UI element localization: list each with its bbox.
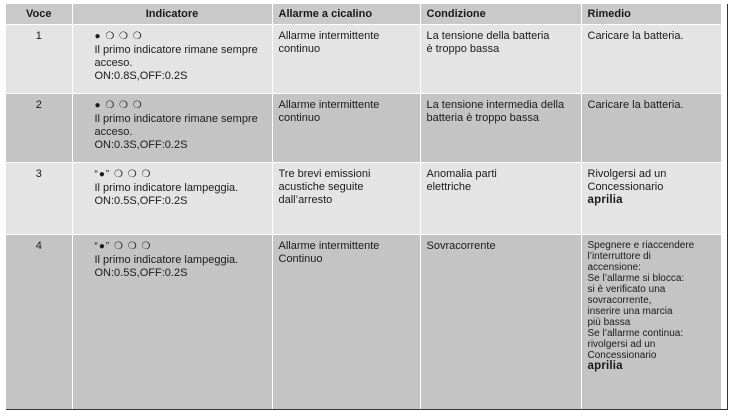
condizione-line: Sovracorrente	[426, 240, 496, 252]
allarme-line: Allarme intermittente	[278, 240, 380, 252]
brand-logo: aprilia	[587, 360, 623, 372]
cell-indicatore	[72, 94, 272, 163]
allarme-line: dall’arresto	[278, 194, 333, 206]
condizione-line: Anomalia parti	[426, 168, 497, 180]
cell-indicatore	[72, 235, 272, 410]
allarme-line: continuo	[278, 43, 321, 55]
condizione-line: batteria è troppo bassa	[426, 112, 540, 124]
condizione-line: La tensione della batteria	[426, 30, 550, 42]
header-voce: Voce	[6, 4, 72, 25]
allarme-line: Allarme intermittente	[278, 30, 380, 42]
led-indicator-icon: “●” ❍ ❍ ❍	[94, 241, 152, 252]
indicator-description: Il primo indicatore rimane sempre acceso.	[94, 44, 258, 69]
header-indicatore: Indicatore	[72, 4, 272, 25]
table-row	[6, 235, 721, 410]
table-row	[6, 25, 721, 94]
indicator-timing: ON:0.3S,OFF:0.2S	[94, 139, 188, 151]
allarme-line: Tre brevi emissioni	[278, 168, 371, 180]
header-allarme: Allarme a cicalino	[272, 4, 420, 25]
rimedio-line: Se l’allarme si blocca:	[587, 273, 685, 284]
table-frame-right-border	[727, 4, 728, 410]
rimedio-line: più bassa	[587, 317, 631, 328]
rimedio-line: Concessionario	[587, 181, 664, 193]
cell-condizione	[420, 163, 581, 235]
cell-allarme	[272, 235, 420, 410]
diagnostic-table	[6, 4, 721, 410]
cell-rimedio: Caricare la batteria.	[581, 94, 721, 163]
indicator-timing: ON:0.8S,OFF:0.2S	[94, 70, 188, 82]
rimedio-line: Spegnere e riaccendere	[587, 240, 695, 251]
indicator-description: Il primo indicatore rimane sempre acceso.	[94, 113, 258, 138]
rimedio-line: l’interruttore di	[587, 251, 651, 262]
rimedio-line: si è verificato una	[587, 284, 666, 295]
condizione-line: elettriche	[426, 181, 472, 193]
cell-condizione	[420, 94, 581, 163]
indicator-timing: ON:0.5S,OFF:0.2S	[94, 267, 188, 279]
table-row	[6, 163, 721, 235]
cell-condizione	[420, 25, 581, 94]
cell-voce: 4	[6, 235, 72, 410]
condizione-line: La tensione intermedia della	[426, 99, 565, 111]
header-condizione: Condizione	[420, 4, 581, 25]
cell-allarme	[272, 163, 420, 235]
rimedio-line: Rivolgersi ad un	[587, 168, 667, 180]
cell-voce: 3	[6, 163, 72, 235]
allarme-line: Continuo	[278, 253, 323, 265]
cell-voce: 2	[6, 94, 72, 163]
table-row	[6, 94, 721, 163]
rimedio-line: inserire una marcia	[587, 306, 673, 317]
cell-voce: 1	[6, 25, 72, 94]
cell-allarme	[272, 25, 420, 94]
cell-rimedio	[581, 235, 721, 410]
led-indicator-icon: ● ❍ ❍ ❍	[94, 31, 143, 42]
allarme-line: continuo	[278, 112, 321, 124]
indicator-description: Il primo indicatore lampeggia.	[94, 182, 239, 194]
rimedio-line: accensione:	[587, 262, 641, 273]
condizione-line: è troppo bassa	[426, 43, 500, 55]
led-indicator-icon: ● ❍ ❍ ❍	[94, 100, 143, 111]
indicator-description: Il primo indicatore lampeggia.	[94, 254, 239, 266]
table-frame-bottom-border	[6, 409, 728, 410]
cell-condizione	[420, 235, 581, 410]
allarme-line: acustiche seguite	[278, 181, 364, 193]
cell-rimedio: Caricare la batteria.	[581, 25, 721, 94]
rimedio-line: Concessionario	[587, 350, 657, 361]
rimedio-line: rivolgersi ad un	[587, 339, 656, 350]
cell-allarme	[272, 94, 420, 163]
header-row	[6, 4, 721, 25]
allarme-line: Allarme intermittente	[278, 99, 380, 111]
rimedio-line: sovracorrente,	[587, 295, 652, 306]
table-body	[6, 25, 721, 410]
cell-indicatore	[72, 163, 272, 235]
header-rimedio: Rimedio	[581, 4, 721, 25]
table-header	[6, 4, 721, 25]
cell-indicatore	[72, 25, 272, 94]
rimedio-line: Se l’allarme continua:	[587, 328, 684, 339]
indicator-timing: ON:0.5S,OFF:0.2S	[94, 195, 188, 207]
led-indicator-icon: “●” ❍ ❍ ❍	[94, 169, 152, 180]
brand-logo: aprilia	[587, 194, 623, 206]
cell-rimedio	[581, 163, 721, 235]
